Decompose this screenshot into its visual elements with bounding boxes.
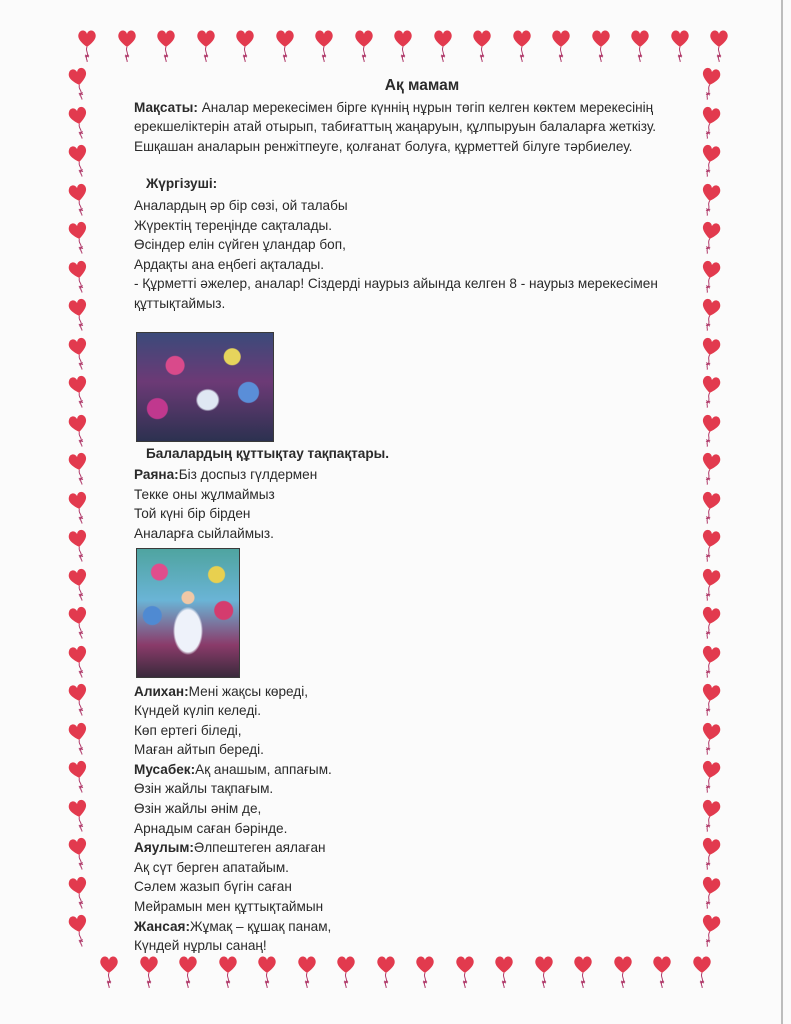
heart-balloon-icon	[138, 954, 160, 988]
host-line: Ардақты ана еңбегі ақталады.	[134, 256, 325, 272]
heart-balloon-icon	[699, 721, 721, 755]
heart-balloon-icon	[353, 28, 375, 62]
host-label: Жүргізуші:	[146, 176, 218, 192]
heart-balloon-icon	[699, 220, 721, 254]
heart-balloon-icon	[414, 954, 436, 988]
heart-balloon-icon	[68, 451, 90, 485]
heart-balloon-icon	[699, 374, 721, 408]
girl-in-white-dress-photo	[136, 548, 240, 678]
heart-balloon-icon	[392, 28, 414, 62]
heart-balloon-icon	[68, 413, 90, 447]
heart-balloon-icon	[296, 954, 318, 988]
verse-line: Маған айтып береді.	[134, 742, 264, 758]
verse-line: Көп ертегі біледі,	[134, 722, 242, 738]
heart-balloon-icon	[68, 567, 90, 601]
heart-balloon-icon	[155, 28, 177, 62]
heart-balloon-icon	[313, 28, 335, 62]
heart-balloon-icon	[590, 28, 612, 62]
heart-balloon-icon	[335, 954, 357, 988]
verse-line: Аяулым:Әлпештеген аялаған	[134, 840, 326, 856]
heart-balloon-icon	[68, 528, 90, 562]
heart-balloon-icon	[76, 28, 98, 62]
heart-balloon-icon	[195, 28, 217, 62]
heart-balloon-icon	[68, 759, 90, 793]
heart-balloon-icon	[699, 605, 721, 639]
verse-line: Мусабек:Ақ анашым, аппағым.	[134, 761, 332, 777]
host-line: Аналардың әр бір сөзі, ой талабы	[134, 197, 348, 213]
heart-balloon-icon	[68, 913, 90, 947]
speaker-name: Алихан:	[134, 683, 189, 699]
verse-line: Алихан:Мені жақсы көреді,	[134, 683, 309, 699]
verse-line: Раяна:Біз доспыз гүлдермен	[134, 467, 318, 483]
heart-balloon-icon	[699, 875, 721, 909]
verse-line: Сәлем жазып бүгін саған	[134, 879, 292, 895]
heart-balloon-icon	[68, 836, 90, 870]
host-line: Жүректің терeңінде сақталады.	[134, 217, 333, 233]
heart-balloon-icon	[68, 682, 90, 716]
heart-balloon-icon	[68, 182, 90, 216]
heart-balloon-icon	[612, 954, 634, 988]
speaker-name: Жансая:	[134, 918, 190, 934]
page-title: Ақ мамам	[384, 77, 460, 94]
heart-balloon-icon	[68, 297, 90, 331]
heart-balloon-icon	[699, 451, 721, 485]
heart-balloon-icon	[68, 336, 90, 370]
verse-line: Той күні бір бірден	[134, 506, 251, 522]
verse-line: Арнадым саған бәрінде.	[134, 820, 288, 836]
heart-balloon-icon	[691, 954, 713, 988]
heart-balloon-icon	[116, 28, 138, 62]
speaker-name: Мусабек:	[134, 761, 196, 777]
heart-balloon-icon	[98, 954, 120, 988]
heart-balloon-icon	[68, 66, 90, 100]
goal-text: Аналар мерекесімен бірге күннің нұрын төгіп келген көктем мерекесінің ерекшеліктерін атай отырып, табиғаттың жаңаруын, құлпыруын балаларға жеткізу. Ешқашан аналарын ренжітпеуге, қолғанат болуға, құрметтей білуге тәрбиелеу.	[134, 99, 657, 154]
heart-balloon-icon	[699, 182, 721, 216]
heart-balloon-icon	[68, 220, 90, 254]
celebration-photo	[136, 332, 274, 442]
heart-balloon-icon	[651, 954, 673, 988]
heart-balloon-icon	[511, 28, 533, 62]
heart-balloon-icon	[699, 682, 721, 716]
verse-line: Өзін жайлы әнім де,	[134, 801, 262, 817]
verse-line: Мейрамын мен құттықтаймын	[134, 899, 324, 915]
heart-balloon-icon	[699, 259, 721, 293]
greeting-text: - Құрметті әжелер, аналар! Сіздерді наурыз айында келген 8 - наурыз мерекесімен құттықтаймыз.	[134, 276, 658, 311]
heart-balloon-icon	[68, 644, 90, 678]
heart-balloon-icon	[454, 954, 476, 988]
heart-balloon-icon	[234, 28, 256, 62]
heart-balloon-icon	[699, 66, 721, 100]
host-line: Өсіндер елін сүйген ұландар боп,	[134, 237, 346, 253]
heart-balloon-icon	[68, 374, 90, 408]
heart-balloon-icon	[68, 798, 90, 832]
heart-balloon-icon	[375, 954, 397, 988]
heart-balloon-icon	[68, 143, 90, 177]
heart-balloon-icon	[471, 28, 493, 62]
heart-balloon-icon	[699, 567, 721, 601]
heart-balloon-icon	[68, 105, 90, 139]
speaker-name: Аяулым:	[134, 840, 194, 856]
heart-balloon-icon	[274, 28, 296, 62]
heart-balloon-icon	[68, 605, 90, 639]
heart-balloon-icon	[699, 528, 721, 562]
heart-balloon-icon	[432, 28, 454, 62]
heart-balloon-icon	[550, 28, 572, 62]
heart-balloon-icon	[699, 143, 721, 177]
heart-balloon-icon	[68, 259, 90, 293]
heart-balloon-icon	[68, 875, 90, 909]
heart-balloon-icon	[177, 954, 199, 988]
heart-balloon-icon	[699, 798, 721, 832]
heart-balloon-icon	[699, 836, 721, 870]
document-body	[134, 76, 700, 956]
verse-line: Күндей нұрлы санаң!	[134, 938, 267, 954]
heart-balloon-icon	[669, 28, 691, 62]
heart-balloon-icon	[493, 954, 515, 988]
verse-line: Күндей күліп келеді.	[134, 703, 262, 719]
heart-balloon-icon	[217, 954, 239, 988]
goal-paragraph	[134, 98, 700, 157]
verse-line: Жансая:Жұмақ – құшақ панам,	[134, 918, 332, 934]
verse-line: Аналарға сыйлаймыз.	[134, 525, 274, 541]
goal-label: Мақсаты:	[134, 99, 198, 115]
heart-balloon-icon	[68, 490, 90, 524]
heart-balloon-icon	[699, 644, 721, 678]
heart-balloon-icon	[699, 913, 721, 947]
heart-balloon-icon	[699, 105, 721, 139]
heart-balloon-icon	[699, 297, 721, 331]
heart-balloon-icon	[699, 336, 721, 370]
heart-balloon-icon	[699, 490, 721, 524]
heart-balloon-icon	[533, 954, 555, 988]
heart-balloon-icon	[708, 28, 730, 62]
heart-balloon-icon	[256, 954, 278, 988]
speaker-name: Раяна:	[134, 467, 179, 483]
heart-balloon-icon	[572, 954, 594, 988]
verse-line: Өзін жайлы тақпағым.	[134, 781, 274, 797]
verse-line: Ақ сүт берген апатайым.	[134, 859, 289, 875]
heart-balloon-icon	[68, 721, 90, 755]
verses-heading: Балалардың құттықтау тақпақтары.	[146, 445, 390, 461]
heart-balloon-icon	[629, 28, 651, 62]
heart-balloon-icon	[699, 759, 721, 793]
verse-line: Текке оны жұлмаймыз	[134, 486, 275, 502]
heart-balloon-icon	[699, 413, 721, 447]
